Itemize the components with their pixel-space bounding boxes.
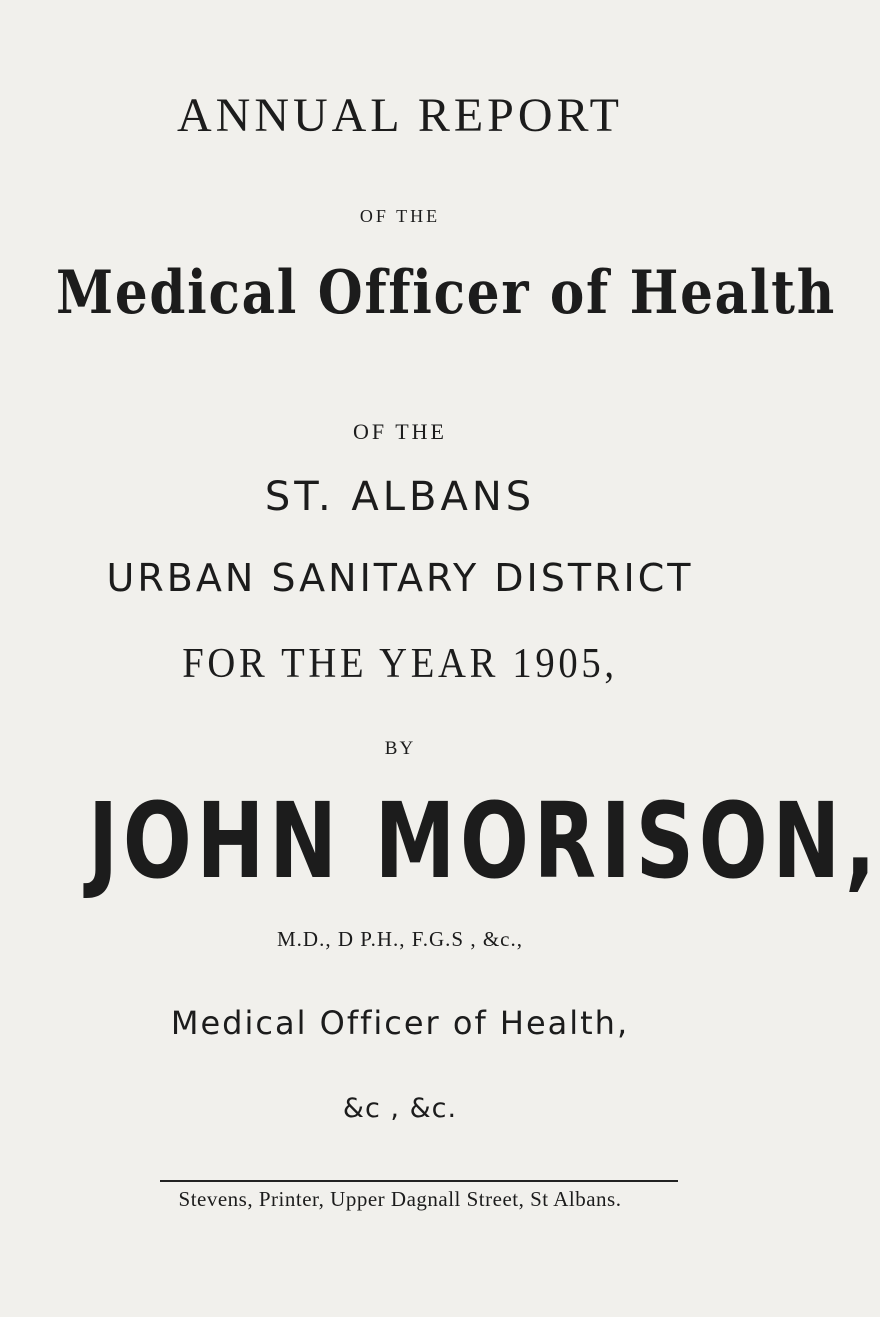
by-text: BY — [384, 738, 416, 759]
author-degrees: M.D., D P.H., F.G.S , &c., — [276, 927, 524, 951]
of-the-text: OF THE — [359, 206, 441, 226]
divider-rule — [160, 1180, 678, 1182]
district-name: URBAN SANITARY DISTRICT — [106, 556, 694, 600]
year-line: FOR THE YEAR 1905, — [182, 641, 618, 687]
author-position: Medical Officer of Health, — [170, 1004, 630, 1042]
report-title: ANNUAL REPORT — [176, 89, 623, 142]
etc-text: &c , &c. — [342, 1093, 458, 1124]
printer-imprint: Stevens, Printer, Upper Dagnall Street, St Albans. — [178, 1187, 622, 1211]
office-title: Medical Officer of Health — [56, 258, 836, 328]
author-name: JOHN MORISON, — [88, 780, 880, 902]
place-name: ST. ALBANS — [264, 474, 536, 520]
of-the-text-2: OF THE — [353, 419, 447, 444]
